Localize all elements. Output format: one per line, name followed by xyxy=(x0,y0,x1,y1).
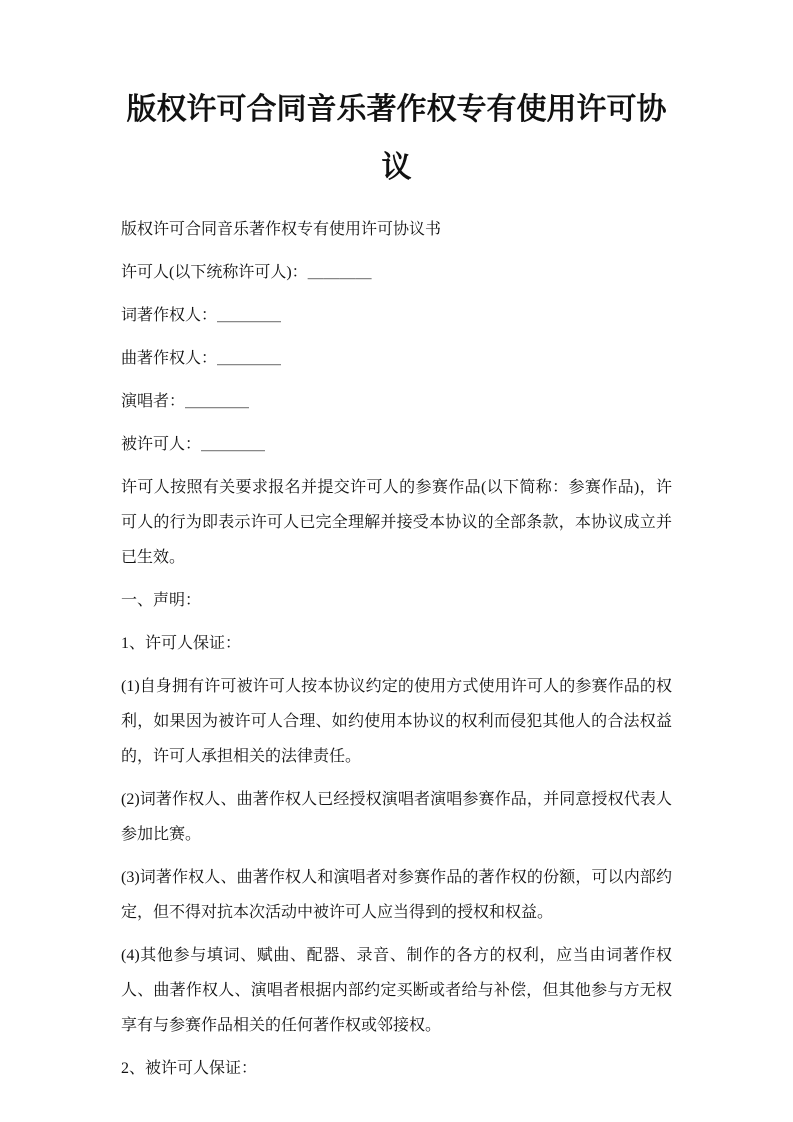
section1-heading: 一、声明： xyxy=(121,592,202,609)
clause2-heading: 2、被许可人保证： xyxy=(121,1060,258,1077)
party-label-performer: 演唱者： xyxy=(121,393,186,410)
party-row-licensor xyxy=(121,255,672,290)
party-row-performer xyxy=(121,384,672,419)
party-label-lyrics-copyright-owner: 词著作权人： xyxy=(121,307,218,324)
clause1-item-1: (1)自身拥有许可被许可人按本协议约定的使用方式使用许可人的参赛作品的权利，如果因为被许可人合理、如约使用本协议的权利而侵犯其他人的合法权益的，许可人承担相关的法律责任。 xyxy=(121,678,672,765)
party-row-music-copyright-owner xyxy=(121,341,672,376)
clause1-heading: 1、许可人保证： xyxy=(121,635,242,652)
party-label-music-copyright-owner: 曲著作权人： xyxy=(121,350,218,367)
clause1-item-3: (3)词著作权人、曲著作权人和演唱者对参赛作品的著作权的份额，可以内部约定，但不得对抗本次活动中被许可人应当得到的授权和权益。 xyxy=(121,869,672,921)
fill-in-blank-lyrics-copyright-owner: ＿＿＿＿ xyxy=(217,307,282,324)
document-title: 版权许可合同音乐著作权专有使用许可协议 xyxy=(126,93,667,184)
fill-in-blank-music-copyright-owner: ＿＿＿＿ xyxy=(217,350,282,367)
clause1-item-2: (2)词著作权人、曲著作权人已经授权演唱者演唱参赛作品，并同意授权代表人参加比赛。 xyxy=(121,791,672,843)
party-row-licensee xyxy=(121,427,672,462)
party-label-licensee: 被许可人： xyxy=(121,436,202,453)
party-row-lyrics-copyright-owner xyxy=(121,298,672,333)
document-subtitle: 版权许可合同音乐著作权专有使用许可协议书 xyxy=(121,221,442,238)
intro-paragraph: 许可人按照有关要求报名并提交许可人的参赛作品(以下简称：参赛作品)，许可人的行为即表示许可人已完全理解并接受本协议的全部条款，本协议成立并已生效。 xyxy=(121,479,672,566)
fill-in-blank-performer: ＿＿＿＿ xyxy=(185,393,250,410)
fill-in-blank-licensee: ＿＿＿＿ xyxy=(201,436,266,453)
party-label-licensor: 许可人(以下统称许可人)： xyxy=(121,264,308,281)
clause1-item-4: (4)其他参与填词、赋曲、配器、录音、制作的各方的权利，应当由词著作权人、曲著作权人、演唱者根据内部约定买断或者给与补偿，但其他参与方无权享有与参赛作品相关的任何著作权或邻接权。 xyxy=(121,947,672,1034)
fill-in-blank-licensor: ＿＿＿＿ xyxy=(307,264,372,281)
